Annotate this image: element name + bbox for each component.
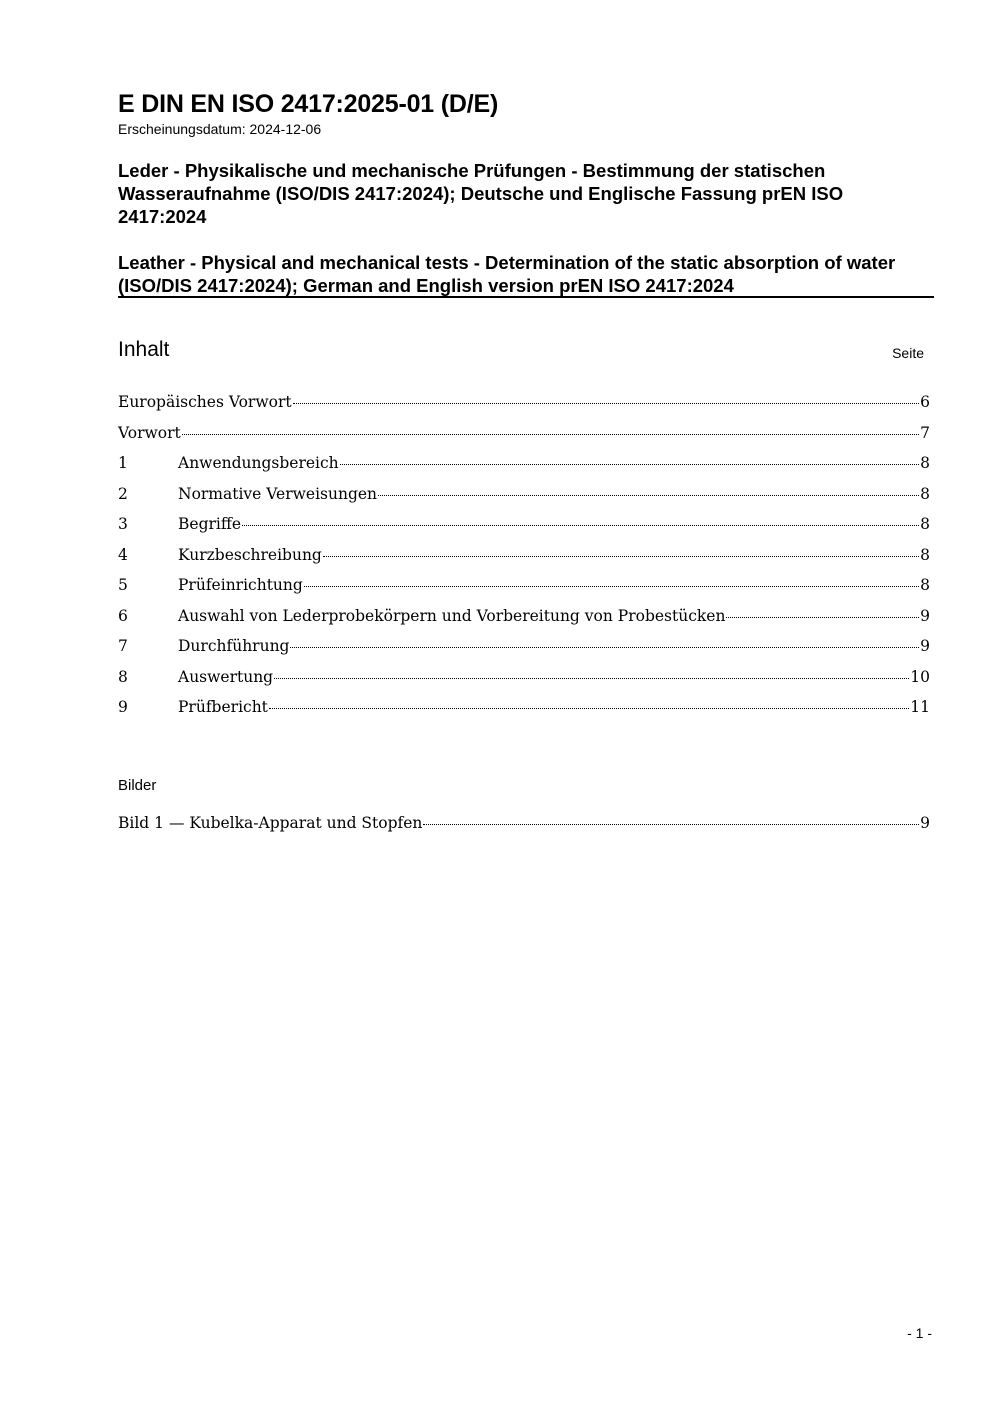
figure-entry-label: Bild 1 — Kubelka-Apparat und Stopfen	[118, 814, 423, 832]
toc-entry-section-8[interactable]	[118, 668, 930, 699]
toc-leader-dots	[182, 434, 919, 435]
figure-entry-1[interactable]	[118, 814, 930, 845]
toc-leader-dots	[290, 647, 919, 648]
toc-entry-number: 4	[118, 545, 128, 564]
toc-leader-dots	[340, 464, 919, 465]
toc-leader-dots	[242, 525, 919, 526]
toc-entry-section-3[interactable]	[118, 515, 930, 546]
toc-entry-european-foreword[interactable]	[118, 393, 930, 424]
toc-entry-page: 10	[910, 667, 930, 686]
toc-entry-page: 8	[920, 454, 930, 472]
toc-leader-dots	[293, 403, 920, 404]
figures-heading: Bilder	[118, 777, 157, 794]
toc-page-column-label: Seite	[892, 345, 924, 361]
toc-entry-page: 8	[920, 576, 930, 594]
toc-entry-number: 5	[118, 576, 128, 594]
toc-leader-dots	[323, 556, 919, 557]
toc-entry-number: 3	[118, 515, 128, 533]
toc-entry-label: Auswahl von Lederprobekörpern und Vorbereitung von Probestücken	[178, 606, 726, 625]
toc-leader-dots	[423, 824, 919, 825]
toc-entry-label: Europäisches Vorwort	[118, 393, 292, 411]
toc-entry-label: Durchführung	[178, 637, 290, 655]
toc-leader-dots	[274, 678, 909, 679]
toc-entry-section-4[interactable]	[118, 546, 930, 577]
toc-leader-dots	[378, 495, 919, 496]
toc-entry-number: 7	[118, 637, 128, 655]
toc-entry-label: Prüfbericht	[178, 698, 268, 716]
toc-entry-page: 6	[920, 393, 930, 411]
table-of-contents	[118, 393, 930, 729]
toc-entry-section-2[interactable]	[118, 485, 930, 516]
toc-leader-dots	[726, 617, 919, 618]
toc-entry-foreword[interactable]	[118, 424, 930, 455]
document-title: E DIN EN ISO 2417:2025-01 (D/E)	[118, 90, 499, 118]
toc-entry-page: 7	[920, 423, 930, 442]
toc-entry-label: Normative Verweisungen	[178, 484, 378, 503]
toc-entry-number: 1	[118, 454, 128, 472]
publication-date: Erscheinungsdatum: 2024-12-06	[118, 121, 322, 137]
toc-entry-number: 8	[118, 667, 128, 686]
toc-entry-page: 9	[920, 606, 930, 625]
toc-entry-page: 8	[920, 515, 930, 533]
toc-entry-label: Auswertung	[178, 667, 274, 686]
toc-entry-page: 8	[920, 545, 930, 564]
title-english: Leather - Physical and mechanical tests - Determination of the static absorption of water (ISO/DIS 2417:2024); German and English version prEN ISO 2417:2024	[118, 252, 896, 296]
toc-entry-label: Begriffe	[178, 515, 242, 533]
toc-entry-label: Prüfeinrichtung	[178, 576, 303, 594]
list-of-figures	[118, 814, 930, 845]
toc-entry-number: 2	[118, 484, 128, 503]
toc-heading: Inhalt	[118, 338, 170, 361]
figure-entry-page: 9	[920, 814, 930, 832]
toc-entry-label: Vorwort	[118, 423, 181, 442]
toc-entry-section-9[interactable]	[118, 698, 930, 729]
toc-entry-section-7[interactable]	[118, 637, 930, 668]
toc-entry-number: 6	[118, 606, 128, 625]
toc-entry-label: Kurzbeschreibung	[178, 545, 322, 564]
toc-entry-label: Anwendungsbereich	[178, 454, 339, 472]
toc-entry-page: 8	[920, 484, 930, 503]
toc-entry-section-1[interactable]	[118, 454, 930, 485]
title-divider	[118, 296, 934, 298]
toc-entry-page: 11	[910, 698, 930, 716]
toc-leader-dots	[304, 586, 919, 587]
toc-leader-dots	[269, 708, 909, 709]
toc-entry-number: 9	[118, 698, 128, 716]
toc-entry-section-5[interactable]	[118, 576, 930, 607]
toc-entry-section-6[interactable]	[118, 607, 930, 638]
page-number: - 1 -	[907, 1325, 932, 1341]
title-german: Leder - Physikalische und mechanische Prüfungen - Bestimmung der statischen Wasseraufnahme (ISO/DIS 2417:2024); Deutsche und Englische Fassung prEN ISO 2417:2024	[118, 160, 844, 227]
toc-entry-page: 9	[920, 637, 930, 655]
